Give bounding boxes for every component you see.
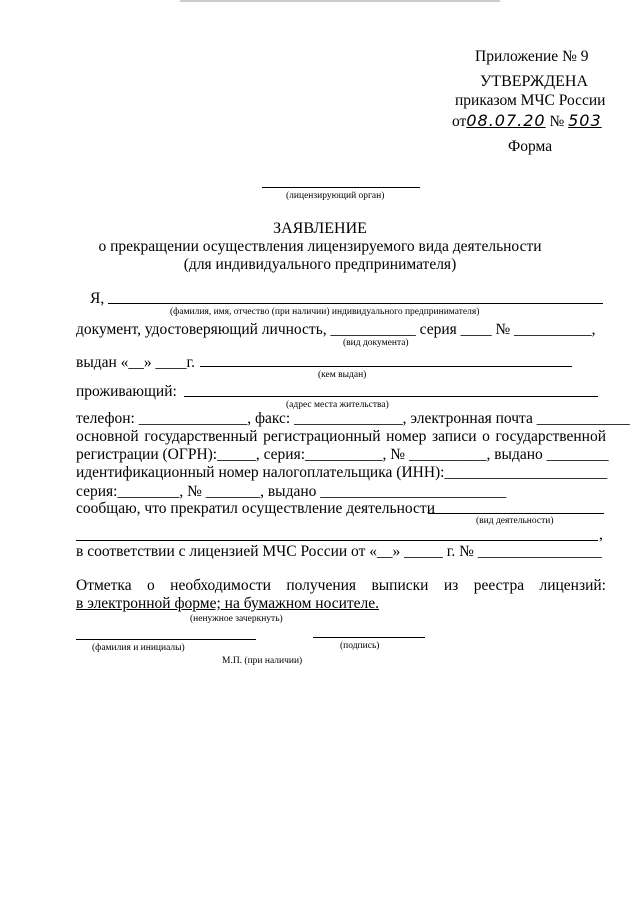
phone-row[interactable]: телефон: ______________, факс: ______________, электронная почта ____________: [76, 410, 630, 427]
activity-line[interactable]: [428, 513, 604, 514]
ogrn-row-2[interactable]: регистрации (ОГРН):_____, серия:__________, № __________, выдано ________: [76, 446, 609, 463]
comma: ,: [599, 526, 603, 543]
inn-row[interactable]: идентификационный номер налогоплательщика (ИНН):_____________________: [76, 464, 608, 481]
appendix-label: Приложение № 9: [475, 48, 589, 65]
authority-caption: (лицензирующий орган): [286, 191, 385, 201]
fio-line[interactable]: [108, 303, 603, 304]
date-prefix: от: [452, 113, 467, 130]
identity-doc-row[interactable]: документ, удостоверяющий личность, ___________ серия ____ № __________,: [76, 321, 596, 338]
form-label: Форма: [508, 138, 553, 155]
report-label: сообщаю, что прекратил осуществление деятельности: [76, 500, 435, 517]
signature-line[interactable]: [313, 637, 425, 638]
approved-label: УТВЕРЖДЕНА: [480, 73, 589, 90]
issued-caption: (кем выдан): [318, 370, 367, 380]
fio-caption: (фамилия, имя, отчество (при наличии) индивидуального предпринимателя): [170, 307, 480, 317]
order-date: 08.07.20: [466, 111, 546, 130]
document-title: ЗАЯВЛЕНИЕ: [273, 220, 367, 237]
strike-caption: (ненужное зачеркнуть): [190, 614, 283, 624]
order-date-row: [452, 111, 602, 131]
name-caption: (фамилия и инициалы): [92, 643, 185, 653]
ogrn-row-1: основной государственный регистрационный номер записи о государственной: [76, 428, 606, 445]
residing-label: проживающий:: [76, 383, 177, 400]
extract-options[interactable]: в электронной форме; на бумажном носителе.: [76, 595, 380, 612]
residing-caption: (адрес места жительства): [286, 400, 389, 410]
stamp-label: М.П. (при наличии): [222, 656, 303, 666]
document-subtitle: о прекращении осуществления лицензируемого вида деятельности: [98, 238, 542, 255]
series-row[interactable]: серия:________, № _______, выдано ________________________: [76, 483, 507, 500]
order-number: 503: [568, 111, 602, 130]
signature-caption: (подпись): [340, 641, 380, 651]
activity-caption: (вид деятельности): [476, 516, 554, 526]
issued-line[interactable]: [200, 366, 572, 367]
authority-line[interactable]: [262, 187, 420, 188]
name-line[interactable]: [76, 639, 256, 640]
doc-caption: (вид документа): [343, 338, 409, 348]
number-prefix: №: [549, 113, 565, 130]
residing-line[interactable]: [184, 396, 598, 397]
issued-row[interactable]: выдан «__» ____г.: [76, 354, 196, 371]
order-label: приказом МЧС России: [455, 92, 606, 109]
ya-label: Я,: [90, 290, 105, 307]
extract-mark-row: Отметка о необходимости получения выписки из реестра лицензий:: [76, 577, 606, 594]
activity-line-2[interactable]: [76, 540, 598, 541]
document-subtitle-2: (для индивидуального предпринимателя): [183, 256, 457, 273]
license-row[interactable]: в соответствии с лицензией МЧС России от «__» _____ г. № ________________: [76, 543, 602, 560]
scan-edge: [180, 0, 500, 2]
